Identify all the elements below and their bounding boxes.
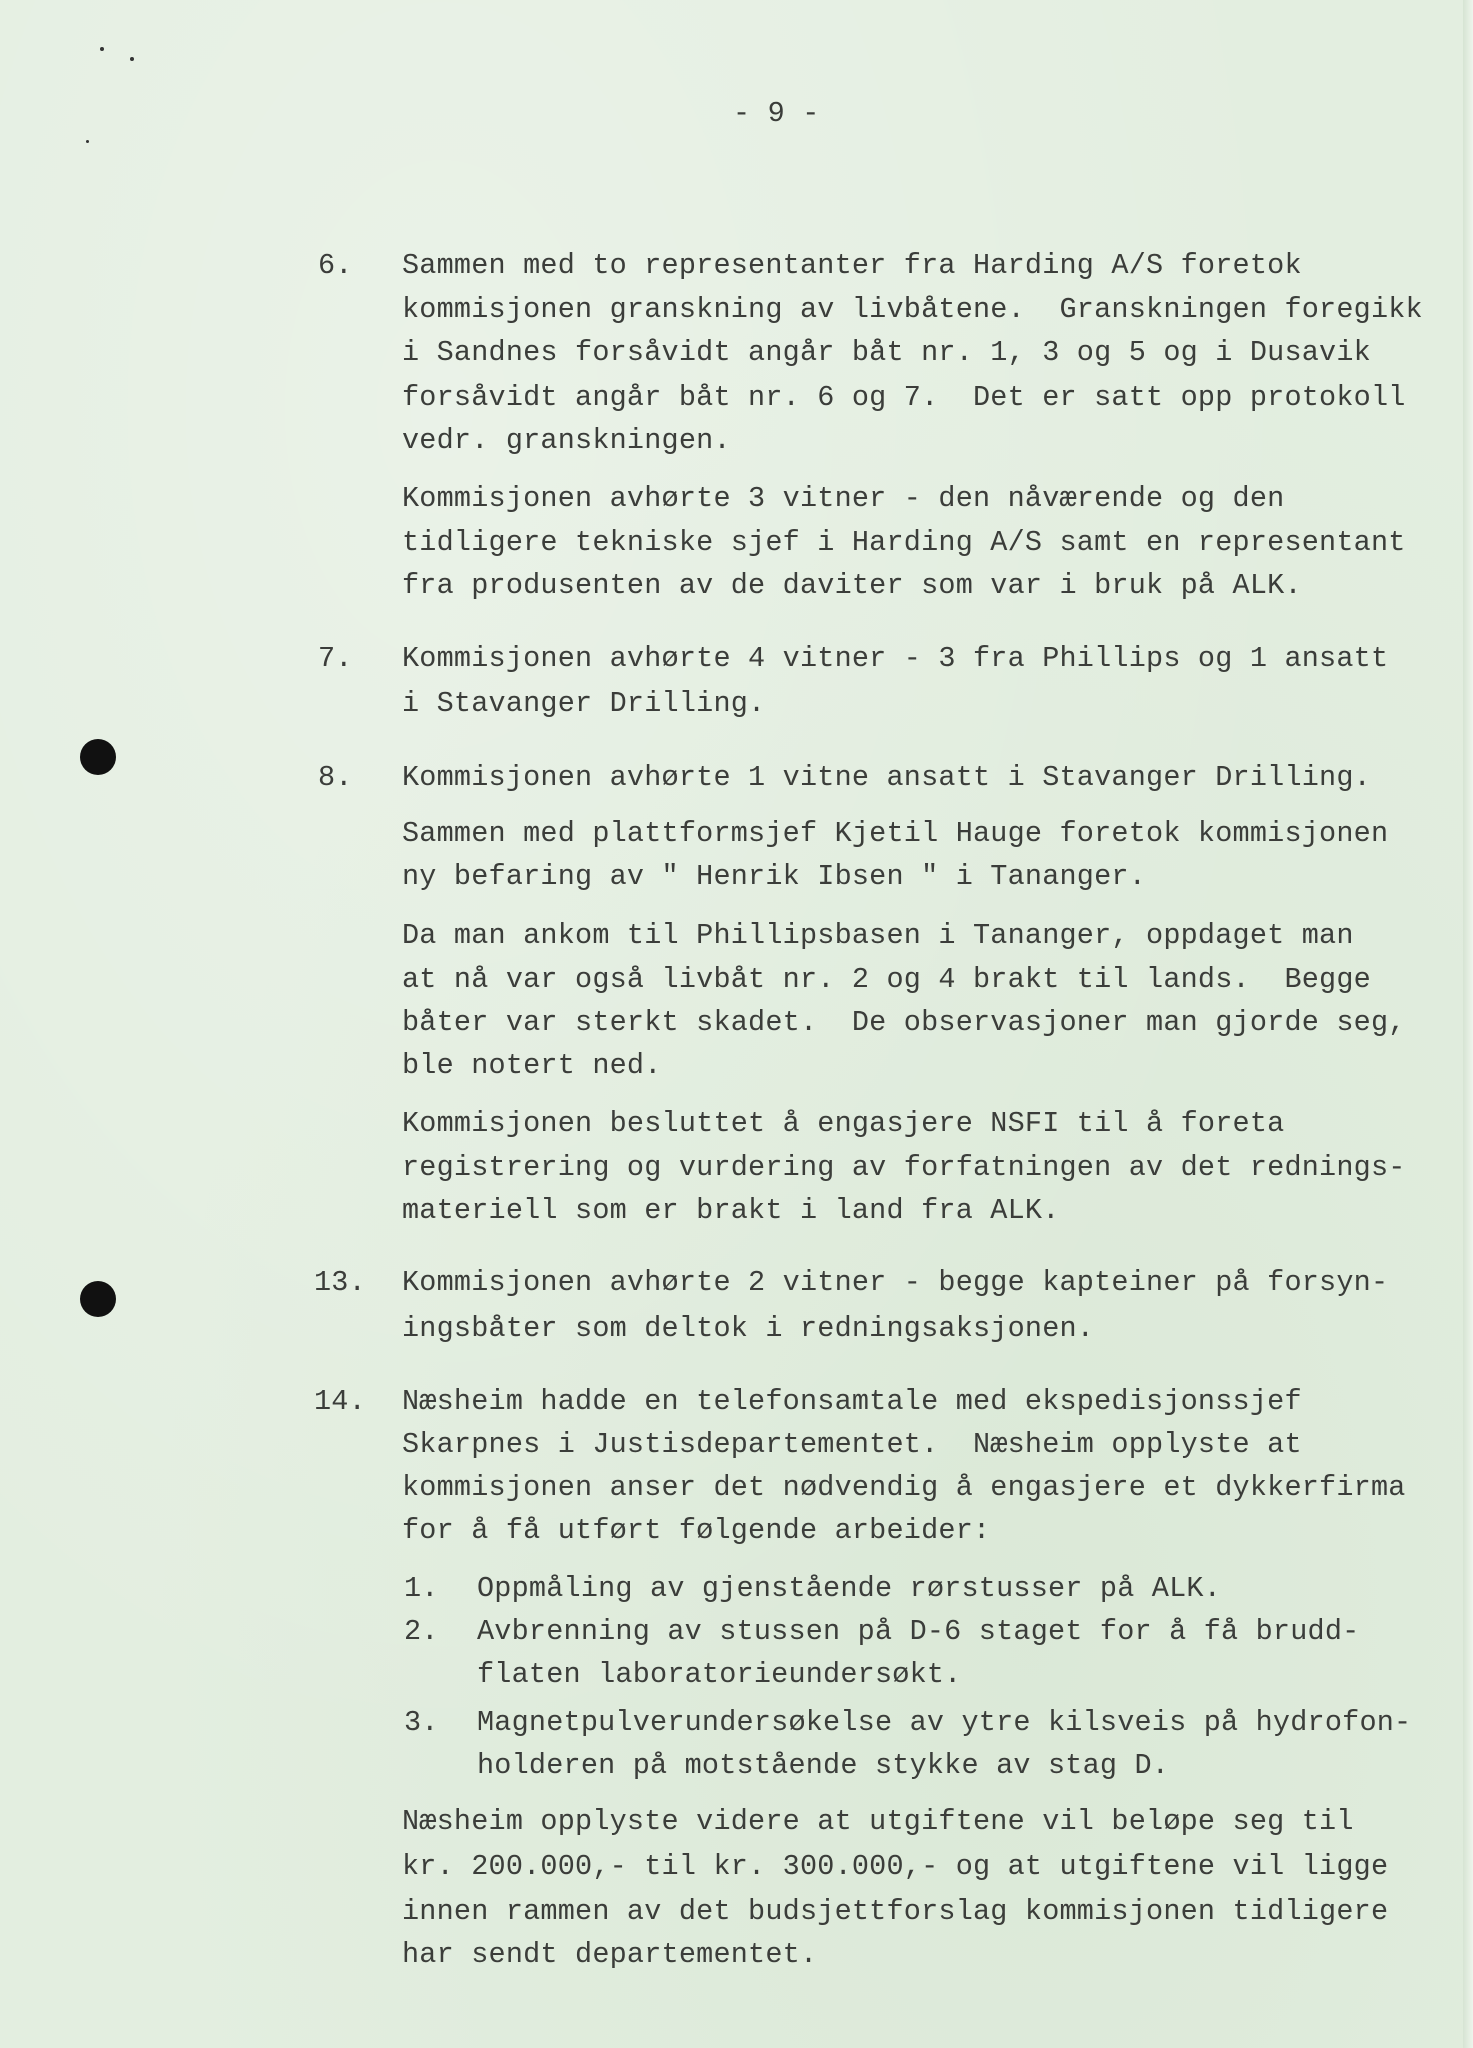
text-line: registrering og vurdering av forfatningen av det rednings-	[402, 1151, 1406, 1185]
text-line: tidligere tekniske sjef i Harding A/S samt en representant	[402, 525, 1406, 559]
text-line: Sammen med to representanter fra Harding A/S foretok	[402, 248, 1302, 282]
item-number: 1.	[404, 1571, 439, 1605]
text-line: i Sandnes forsåvidt angår båt nr. 1, 3 og 5 og i Dusavik	[402, 336, 1371, 370]
text-line: Skarpnes i Justisdepartementet. Næsheim opplyste at	[402, 1427, 1302, 1461]
text-line: Sammen med plattformsjef Kjetil Hauge foretok kommisjonen	[402, 816, 1389, 850]
item-number: 14.	[314, 1384, 366, 1418]
item-number: 7.	[318, 641, 353, 675]
text-line: materiell som er brakt i land fra ALK.	[402, 1194, 1060, 1228]
text-line: ingsbåter som deltok i redningsaksjonen.	[402, 1311, 1095, 1345]
text-line: Kommisjonen besluttet å engasjere NSFI til å foreta	[402, 1106, 1285, 1140]
text-line: båter var sterkt skadet. De observasjoner man gjorde seg,	[402, 1006, 1406, 1040]
item-number: 6.	[318, 248, 353, 282]
text-line: Kommisjonen avhørte 3 vitner - den nåværende og den	[402, 482, 1285, 516]
page-edge	[1463, 0, 1473, 2048]
subitem-line: holderen på motstående stykke av stag D.	[477, 1749, 1170, 1783]
subitem-line: Magnetpulverundersøkelse av ytre kilsveis på hydrofon-	[477, 1706, 1412, 1740]
text-line: Da man ankom til Phillipsbasen i Tananger, oppdaget man	[402, 918, 1354, 952]
text-line: vedr. granskningen.	[402, 423, 731, 457]
text-line: Kommisjonen avhørte 2 vitner - begge kapteiner på forsyn-	[402, 1265, 1389, 1299]
text-line: Næsheim hadde en telefonsamtale med ekspedisjonssjef	[402, 1384, 1302, 1418]
speck	[86, 140, 89, 143]
text-line: ny befaring av " Henrik Ibsen " i Tananger.	[402, 859, 1147, 893]
text-line: ble notert ned.	[402, 1049, 662, 1083]
subitem-line: flaten laboratorieundersøkt.	[477, 1657, 962, 1691]
punch-hole	[80, 1281, 116, 1317]
speck	[130, 57, 134, 61]
text-line: Kommisjonen avhørte 1 vitne ansatt i Stavanger Drilling.	[402, 760, 1371, 794]
text-line: kr. 200.000,- til kr. 300.000,- og at utgiftene vil ligge	[402, 1849, 1389, 1883]
item-number: 8.	[318, 760, 353, 794]
page-number: - 9 -	[733, 97, 820, 130]
text-line: kommisjonen granskning av livbåtene. Granskningen foregikk	[402, 293, 1423, 327]
subitem-line: Oppmåling av gjenstående rørstusser på ALK.	[477, 1571, 1222, 1605]
subitem-line: Avbrenning av stussen på D-6 staget for å få brudd-	[477, 1614, 1360, 1648]
text-line: har sendt departementet.	[402, 1938, 818, 1972]
text-line: at nå var også livbåt nr. 2 og 4 brakt til lands. Begge	[402, 963, 1371, 996]
text-line: i Stavanger Drilling.	[402, 687, 766, 721]
item-number: 3.	[404, 1706, 439, 1740]
text-line: for å få utført følgende arbeider:	[402, 1514, 991, 1548]
text-line: Næsheim opplyste videre at utgiftene vil beløpe seg til	[402, 1805, 1354, 1839]
text-line: innen rammen av det budsjettforslag kommisjonen tidligere	[402, 1895, 1389, 1929]
item-number: 2.	[404, 1614, 439, 1648]
text-line: forsåvidt angår båt nr. 6 og 7. Det er satt opp protokoll	[402, 380, 1406, 414]
punch-hole	[80, 739, 116, 775]
speck	[100, 47, 104, 51]
item-number: 13.	[314, 1265, 366, 1299]
text-line: kommisjonen anser det nødvendig å engasjere et dykkerfirma	[402, 1470, 1406, 1504]
text-line: fra produsenten av de daviter som var i bruk på ALK.	[402, 568, 1302, 602]
text-line: Kommisjonen avhørte 4 vitner - 3 fra Phillips og 1 ansatt	[402, 641, 1389, 675]
